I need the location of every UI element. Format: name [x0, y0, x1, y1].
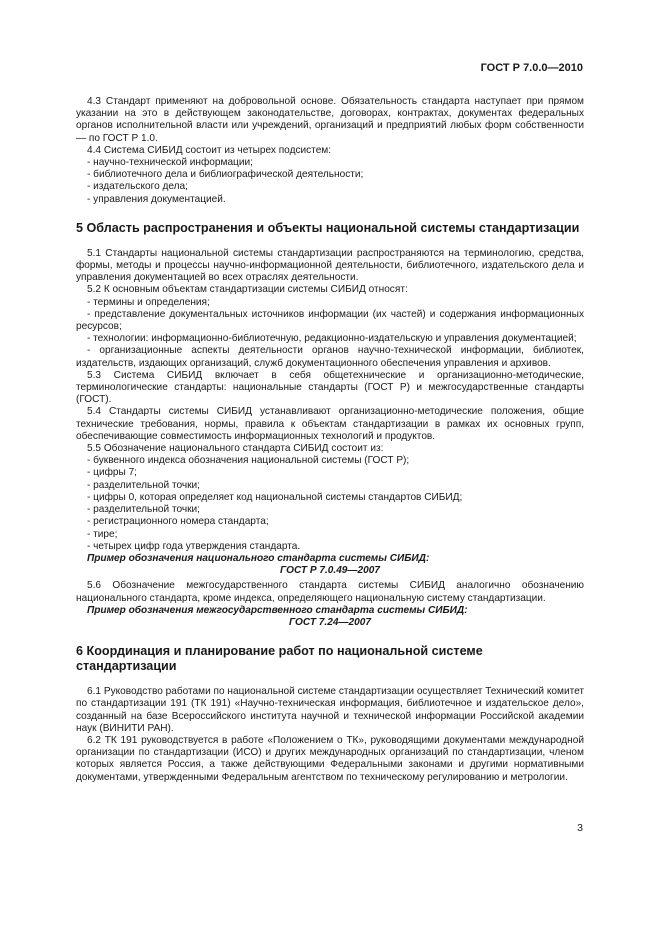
list-item: - буквенного индекса обозначения национальной системы (ГОСТ Р); [87, 455, 410, 467]
paragraph-5-4: 5.4 Стандарты системы СИБИД устанавливают организационно-методические положения, общие технические требования, нормы, правила к объектам стандартизации в рамках их основных групп, обеспечивающие совместимость информационных технологий и продуктов. [76, 406, 584, 442]
list-item: - цифры 0, которая определяет код национальной системы стандартов СИБИД; [87, 491, 463, 503]
list-item: - представление документальных источников информации (их частей) и содержания информационных ресурсов; [76, 308, 584, 333]
example-1-value: ГОСТ Р 7.0.49—2007 [280, 565, 380, 577]
list-item: - четырех цифр года утверждения стандарта. [87, 540, 301, 552]
example-2-label: Пример обозначения межгосударственного стандарта системы СИБИД: [87, 604, 468, 616]
list-item: - издательского дела; [87, 181, 188, 193]
list-item: - управления документацией. [87, 193, 226, 205]
example-1-label: Пример обозначения национального стандарта системы СИБИД: [87, 552, 430, 564]
paragraph-5-6: 5.6 Обозначение межгосударственного стандарта системы СИБИД аналогично обозначению национального стандарта, кроме индекса, определяющего национальную систему стандартизации. [76, 580, 584, 604]
standard-header: ГОСТ Р 7.0.0—2010 [480, 62, 583, 74]
list-item: - термины и определения; [87, 296, 210, 308]
example-2-value: ГОСТ 7.24—2007 [289, 616, 371, 628]
list-item: - цифры 7; [87, 467, 137, 479]
list-item: - библиотечного дела и библиографической деятельности; [87, 169, 364, 181]
page-number: 3 [577, 822, 583, 834]
list-item: - разделительной точки; [87, 504, 200, 516]
paragraph-6-1: 6.1 Руководство работами по национальной системе стандартизации осуществляет Технический комитет по стандартизации 191 (ТК 191) «Научно-техническая информация, библиотечное и издательское дело», созданный на базе Всероссийского института научной и технической информации Российской академии наук (ВИНИТИ РАН). [76, 686, 584, 734]
list-item: - регистрационного номера стандарта; [87, 516, 269, 528]
list-item: - научно-технической информации; [87, 157, 253, 169]
paragraph-5-1: 5.1 Стандарты национальной системы стандартизации распространяются на терминологию, средства, формы, методы и процессы научно-информационной деятельности, библиотечного, издательского дела и управления документацией во всех отраслях деятельности. [76, 247, 584, 284]
paragraph-6-2: 6.2 ТК 191 руководствуется в работе «Положением о ТК», руководящими документами международной организации по стандартизации (ИСО) и других международных организаций по стандартизации, членом которых является Россия, а также действующими Федеральными законами и другими нормативными документами, утвержденными Федеральным агентством по техническому регулированию и метрологии. [76, 734, 584, 783]
paragraph-5-3: 5.3 Система СИБИД включает в себя общетехнические и организационно-методические, терминологические стандарты: национальные стандарты (ГОСТ Р) и межгосударственные стандарты (ГОСТ). [76, 369, 584, 406]
list-item: - технологии: информационно-библиотечную, редакционно-издательскую и управления документацией; [87, 333, 577, 345]
paragraph-5-5: 5.5 Обозначение национального стандарта СИБИД состоит из: [87, 443, 384, 455]
page-content [76, 96, 584, 784]
paragraph-4-3: 4.3 Стандарт применяют на добровольной основе. Обязательность стандарта наступает при прямом указании на это в действующем законодательстве, договорах, контрактах, документах федеральных органов исполнительной власти или учреждений, организаций и предприятий любых форм собственности — по ГОСТ Р 1.0. [76, 96, 584, 144]
list-item: - разделительной точки; [87, 479, 200, 491]
list-item: - организационные аспекты деятельности органов научно-технической информации, библиотек, издательств, издающих организаций, служб документационного обеспечения управления и архивов. [76, 345, 584, 369]
list-item: - тире; [87, 528, 118, 540]
section-6-title: 6 Координация и планирование работ по национальной системе стандартизации [76, 644, 483, 674]
paragraph-5-2: 5.2 К основным объектам стандартизации системы СИБИД относят: [87, 284, 408, 296]
paragraph-4-4: 4.4 Система СИБИД состоит из четырех подсистем: [87, 144, 332, 156]
section-5-title: 5 Область распространения и объекты национальной системы стандартизации [76, 220, 580, 235]
